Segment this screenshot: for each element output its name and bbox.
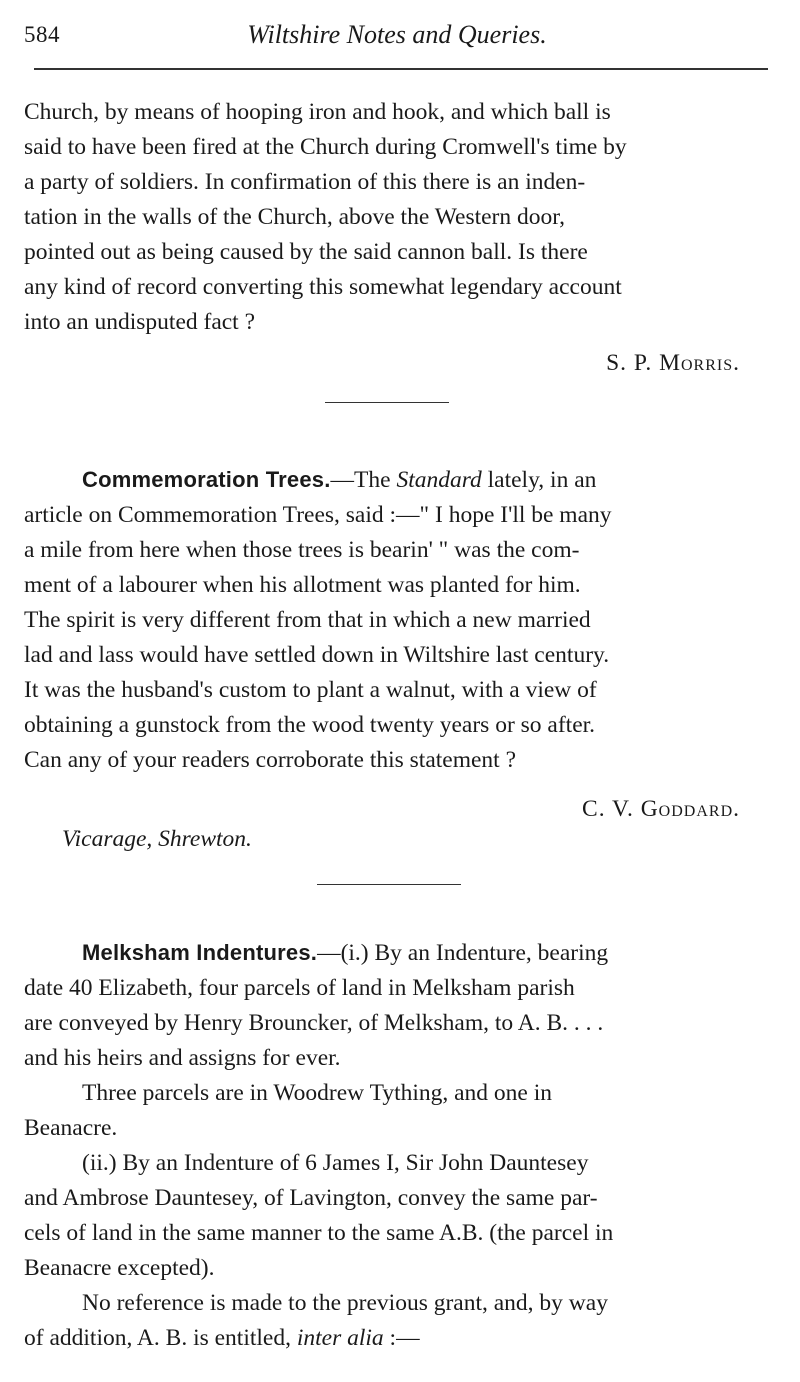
page-header: [24, 18, 770, 58]
text-line: date 40 Elizabeth, four parcels of land in Melksham parish: [24, 975, 575, 1001]
text-line: Melksham Indentures.—(i.) By an Indenture, bearing: [82, 940, 609, 966]
text-line: Beanacre.: [24, 1115, 118, 1141]
text-line: It was the husband's custom to plant a walnut, with a view of: [24, 677, 597, 703]
text-line: article on Commemoration Trees, said :—" I hope I'll be many: [24, 502, 612, 528]
text-line: Beanacre excepted).: [24, 1255, 215, 1281]
text-line: into an undisputed fact ?: [24, 309, 256, 335]
text-line: (ii.) By an Indenture of 6 James I, Sir John Dauntesey: [82, 1150, 589, 1176]
text-line: a party of soldiers. In confirmation of this there is an inden-: [24, 169, 586, 195]
section-heading: Melksham Indentures.: [82, 940, 318, 965]
text-line: a mile from here when those trees is bearin' " was the com-: [24, 537, 580, 563]
text-line: The spirit is very different from that in which a new married: [24, 607, 591, 633]
text-line: any kind of record converting this somewhat legendary account: [24, 274, 622, 300]
section-divider: [317, 884, 461, 885]
continuation-paragraph: [24, 95, 772, 340]
text-line: ment of a labourer when his allotment was planted for him.: [24, 572, 581, 598]
text-line: Commemoration Trees.—The Standard lately, in an: [82, 467, 597, 493]
text-line: and his heirs and assigns for ever.: [24, 1045, 341, 1071]
text-line: Can any of your readers corroborate this statement ?: [24, 747, 517, 773]
text-line: tation in the walls of the Church, above the Western door,: [24, 204, 566, 230]
page-number: 584: [24, 22, 60, 47]
section-divider: [325, 402, 449, 403]
commemoration-trees-paragraph: [24, 462, 772, 778]
publication-title: Standard: [396, 467, 482, 493]
section-heading: Commemoration Trees.: [82, 467, 331, 492]
text-line: of addition, A. B. is entitled, inter alia :—: [24, 1325, 420, 1351]
text-line: Three parcels are in Woodrew Tything, and one in: [82, 1080, 553, 1106]
text-line: No reference is made to the previous grant, and, by way: [82, 1290, 608, 1316]
text-line: lad and lass would have settled down in Wiltshire last century.: [24, 642, 610, 668]
signature-goddard: C. V. Goddard.: [582, 796, 740, 822]
signature-morris: S. P. Morris.: [606, 350, 740, 376]
text-line: and Ambrose Dauntesey, of Lavington, convey the same par-: [24, 1185, 598, 1211]
header-rule: [34, 68, 768, 70]
text-line: cels of land in the same manner to the same A.B. (the parcel in: [24, 1220, 614, 1246]
melksham-indentures-paragraphs: [24, 935, 772, 1356]
place-line: Vicarage, Shrewton.: [62, 826, 252, 852]
running-title: Wiltshire Notes and Queries.: [247, 20, 547, 49]
text-line: Church, by means of hooping iron and hook, and which ball is: [24, 99, 611, 125]
latin-phrase: inter alia: [296, 1325, 384, 1351]
text-line: said to have been fired at the Church during Cromwell's time by: [24, 134, 627, 160]
text-line: obtaining a gunstock from the wood twenty years or so after.: [24, 712, 596, 738]
text-line: are conveyed by Henry Brouncker, of Melksham, to A. B. . . .: [24, 1010, 604, 1036]
text-line: pointed out as being caused by the said cannon ball. Is there: [24, 239, 588, 265]
